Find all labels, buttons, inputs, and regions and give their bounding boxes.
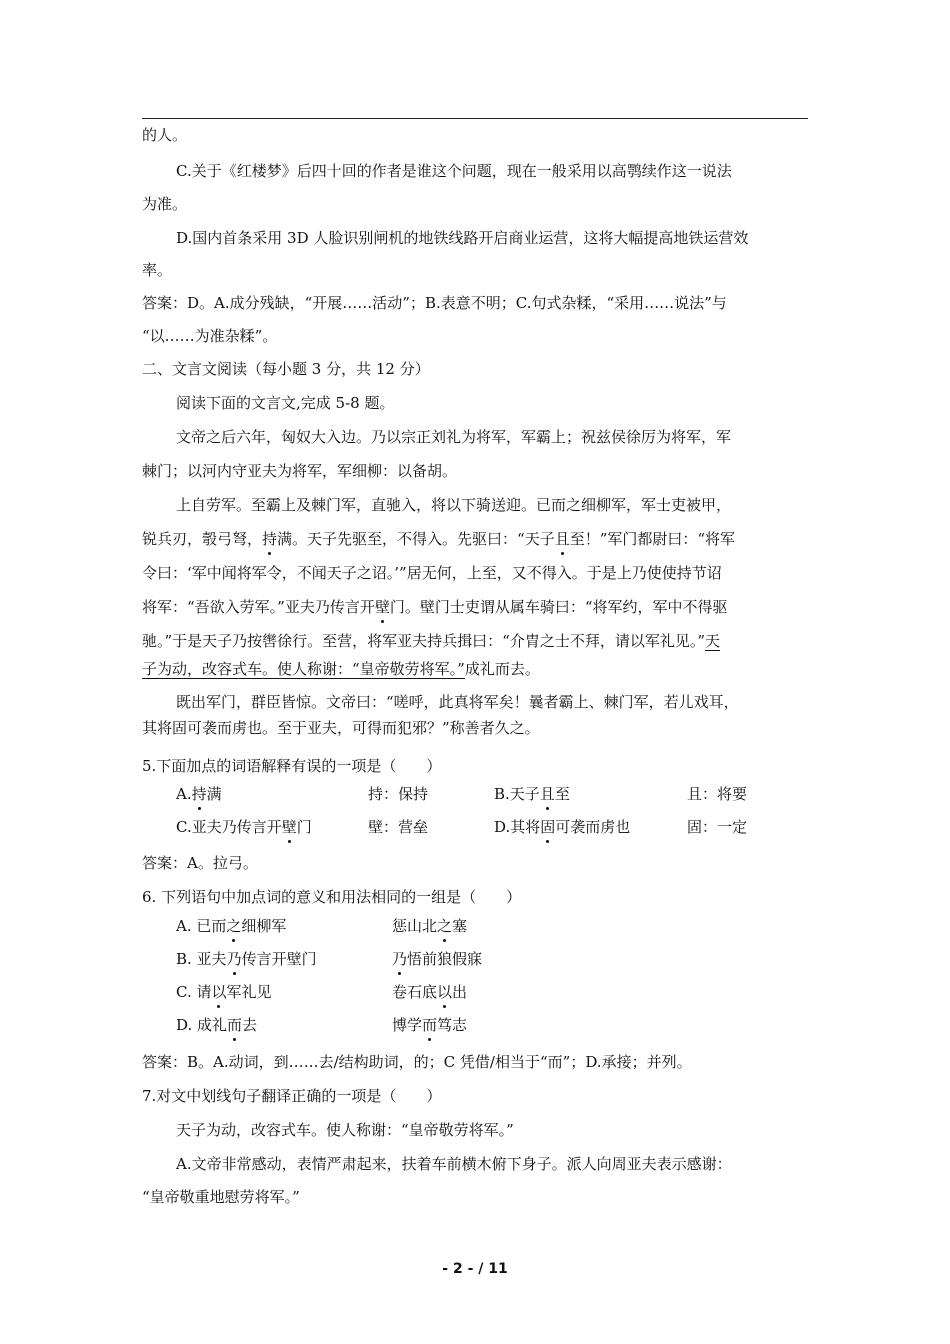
q5-option-a <box>176 784 222 804</box>
q7-option-a-cont: “皇帝敬重地慰劳将军。” <box>142 1188 300 1206</box>
passage-segment: 将军：“吾欲入劳军。”亚夫乃传言开 <box>142 598 375 616</box>
dotted-word: 壁 <box>281 818 297 836</box>
option-d-text: D.国内首条采用 3D 人脸识别闸机的地铁线路开启商业运营，这将大幅提高地铁运营效 <box>176 229 749 247</box>
dotted-word: 而 <box>422 1016 438 1034</box>
dotted-word: 持 <box>262 530 278 548</box>
option-label: C.亚夫乃传言开 <box>176 818 282 836</box>
option-text: 塞 <box>452 917 468 935</box>
answer-4: 答案：D。A.成分残缺，“开展……活动”；B.表意不明；C.句式杂糅，“采用……说法”与 <box>142 294 727 312</box>
q5-option-c <box>176 817 312 837</box>
dotted-word: 持 <box>191 785 207 803</box>
answer-4-cont: “以……为准杂糅”。 <box>142 327 278 345</box>
q6-option-c-left <box>176 982 272 1002</box>
q5-option-d <box>494 817 630 837</box>
option-text: 惩山北 <box>392 917 438 935</box>
option-text: B. 亚夫 <box>176 950 227 968</box>
q6-option-b-left <box>176 949 317 969</box>
option-text: 悟前狼假寐 <box>407 950 483 968</box>
passage-segment: 满。天子先驱至，不得入。先驱曰：“天子 <box>277 530 555 548</box>
passage-line: 既出军门，群臣皆惊。文帝曰：“嗟呼，此真将军矣！曩者霸上、棘门军，若儿戏耳， <box>176 693 739 711</box>
passage-segment: 锐兵刃，彀弓弩， <box>142 530 263 548</box>
passage-line <box>142 597 728 617</box>
passage-segment: 至！”军门都尉曰：“将军 <box>569 530 736 548</box>
underlined-sentence: 子为动，改容式车。使人称谢：“皇帝敬劳将军。” <box>142 660 465 678</box>
option-text: 至 <box>554 785 570 803</box>
reading-instruction: 阅读下面的文言文,完成 5-8 题。 <box>176 394 395 412</box>
answer-5: 答案：A。拉弓。 <box>142 854 258 872</box>
dotted-word: 以 <box>211 983 227 1001</box>
dotted-word: 壁 <box>374 598 390 616</box>
passage-line: 上自劳军。至霸上及棘门军，直驰入，将以下骑送迎。已而之细柳军，军士吏被甲， <box>176 496 732 514</box>
q7-sentence: 天子为动，改容式车。使人称谢：“皇帝敬劳将军。” <box>176 1121 514 1139</box>
dotted-word: 乃 <box>392 950 408 968</box>
page-number: - 2 - / 11 <box>442 1261 508 1277</box>
option-text: 军礼见 <box>226 983 272 1001</box>
dotted-word: 固 <box>540 818 556 836</box>
question-6: 6. 下列语句中加点词的意义和用法相同的一组是（ ） <box>142 888 522 906</box>
dotted-word: 之 <box>437 917 453 935</box>
text-line: 的人。 <box>142 126 188 144</box>
passage-line: 其将固可袭而虏也。至于亚夫，可得而犯邪？”称善者久之。 <box>142 719 540 737</box>
q5-option-d-gloss: 固：一定 <box>687 818 748 836</box>
text-line: 率。 <box>142 261 173 279</box>
option-text: C. 请 <box>176 983 212 1001</box>
passage-segment: 驰。”于是天子乃按辔徐行。至营，将军亚夫持兵揖曰：“介胄之士不拜，请以军礼见。” <box>142 632 706 650</box>
option-c-text: C.关于《红楼梦》后四十回的作者是谁这个问题，现在一般采用以高鹗续作这一说法 <box>176 162 732 180</box>
option-label: D.其将 <box>494 818 541 836</box>
q6-option-a-left <box>176 916 286 936</box>
option-text: 卷石底 <box>392 983 438 1001</box>
answer-6: 答案：B。A.动词，到……去/结构助词，的；C 凭借/相当于“而”；D.承接；并列。 <box>142 1053 692 1071</box>
dotted-word: 且 <box>554 530 570 548</box>
q5-option-c-gloss: 壁：营垒 <box>368 818 429 836</box>
question-5: 5.下面加点的词语解释有误的一项是（ ） <box>142 757 442 775</box>
dotted-word: 以 <box>437 983 453 1001</box>
q5-option-a-gloss: 持：保持 <box>368 785 429 803</box>
option-text: 出 <box>452 983 468 1001</box>
dotted-word: 而 <box>227 1016 243 1034</box>
option-text: 博学 <box>392 1016 423 1034</box>
option-text: 去 <box>242 1016 258 1034</box>
option-text: 可袭而虏也 <box>555 818 631 836</box>
q5-option-b <box>494 784 570 804</box>
option-text: 细柳军 <box>241 917 287 935</box>
option-label: B.天子 <box>494 785 540 803</box>
passage-line <box>142 659 540 679</box>
dotted-word: 且 <box>539 785 555 803</box>
question-7: 7.对文中划线句子翻译正确的一项是（ ） <box>142 1087 442 1105</box>
underlined-sentence: 天 <box>705 632 721 650</box>
passage-line: 令曰：‘军中闻将军令，不闻天子之诏。’”居无何，上至，又不得入。于是上乃使使持节诏 <box>142 564 722 582</box>
q6-option-d-left <box>176 1015 257 1035</box>
passage-line <box>142 631 720 651</box>
text-line: 为准。 <box>142 195 188 213</box>
dotted-word: 之 <box>226 917 242 935</box>
passage-segment: 门。壁门士吏谓从属车骑曰：“将军约，军中不得驱 <box>389 598 728 616</box>
option-text: 满 <box>206 785 222 803</box>
passage-line: 文帝之后六年，匈奴大入边。乃以宗正刘礼为将军，军霸上；祝兹侯徐厉为将军，军 <box>176 428 732 446</box>
q6-option-c-right <box>392 982 467 1002</box>
option-text: D. 成礼 <box>176 1016 228 1034</box>
passage-segment: 成礼而去。 <box>464 660 540 678</box>
section-heading: 二、文言文阅读（每小题 3 分，共 12 分） <box>142 360 430 378</box>
dotted-word: 乃 <box>226 950 242 968</box>
option-text: 传言开壁门 <box>241 950 317 968</box>
option-text: 笃志 <box>437 1016 468 1034</box>
q6-option-a-right <box>392 916 467 936</box>
passage-line: 棘门；以河内守亚夫为将军，军细柳：以备胡。 <box>142 462 458 480</box>
option-label: A. <box>176 785 192 803</box>
option-text: A. 已而 <box>176 917 227 935</box>
q7-option-a: A.文帝非常感动，表情严肃起来，扶着车前横木俯下身子。派人向周亚夫表示感谢： <box>176 1155 732 1173</box>
passage-line <box>142 529 735 549</box>
option-text: 门 <box>296 818 312 836</box>
q5-option-b-gloss: 且：将要 <box>687 785 748 803</box>
q6-option-d-right <box>392 1015 467 1035</box>
header-rule <box>142 118 808 119</box>
q6-option-b-right <box>392 949 482 969</box>
